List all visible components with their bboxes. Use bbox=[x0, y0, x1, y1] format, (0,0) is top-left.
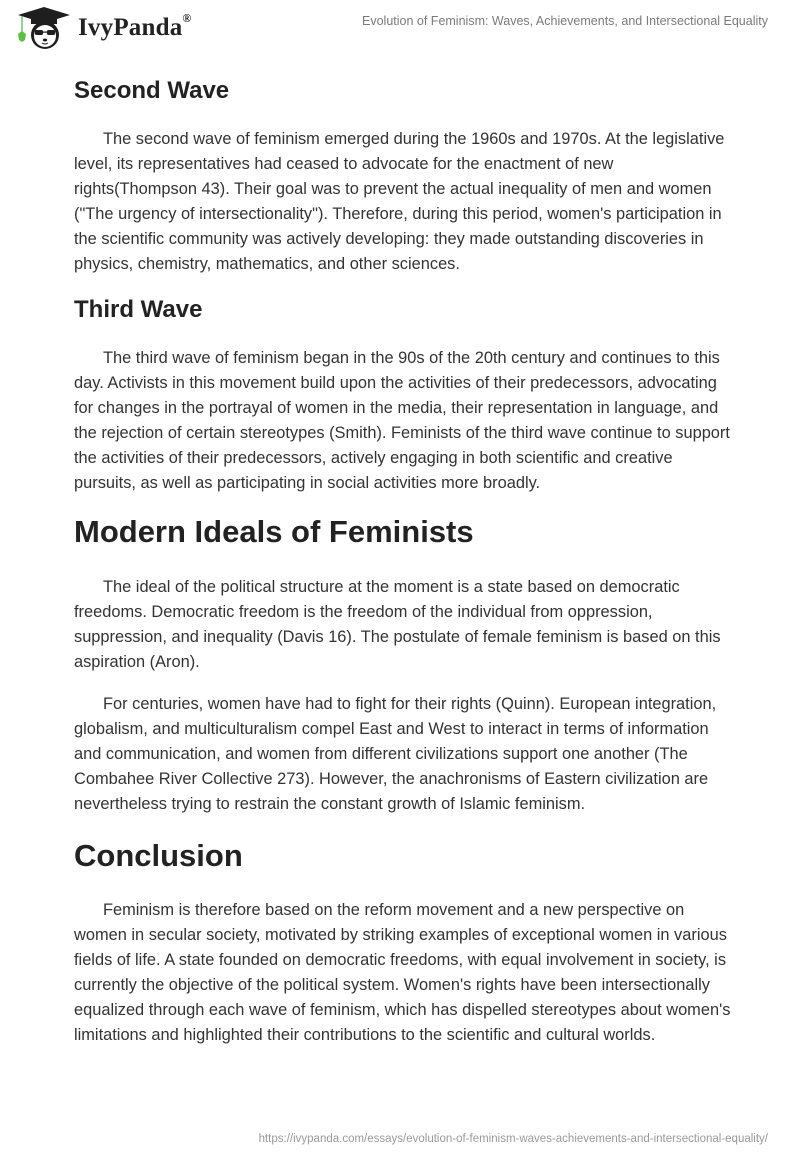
paragraph: The second wave of feminism emerged during the 1960s and 1970s. At the legislative level, its representatives had ceased to advocate for the enactment of new rights(Thompson 43). Their goal was to prevent the actual inequality of men and women ("The urgency of intersectionality"). Therefore, during this period, women's participation in the scientific community was actively developing: they made outstanding discoveries in physics, chemistry, mathematics, and other sciences. bbox=[74, 130, 725, 273]
source-url-link[interactable]: https://ivypanda.com/essays/evolution-of-feminism-waves-achievements-and-intersectional-equality/ bbox=[258, 1133, 768, 1145]
brand-name: IvyPanda® bbox=[78, 10, 192, 41]
panda-graduate-icon bbox=[16, 6, 72, 50]
paragraph: The ideal of the political structure at the moment is a state based on democratic freedoms. Democratic freedom is the freedom of the individual from oppression, suppression, and inequality (Davis 16). The postulate of female feminism is based on this aspiration (Aron). bbox=[74, 578, 721, 671]
section-heading-conclusion: Conclusion bbox=[74, 838, 243, 873]
paragraph: Feminism is therefore based on the reform movement and a new perspective on women in secular society, motivated by striking examples of exceptional women in various fields of life. A state founded on democratic freedoms, with equal involvement in society, is currently the objective of the political system. Women's rights have been intersectionally equalized through each wave of feminism, which has dispelled stereotypes about women's limitations and highlighted their contributions to the scientific and cultural worlds. bbox=[74, 901, 731, 1044]
page-header bbox=[0, 0, 800, 58]
ivypanda-logo[interactable] bbox=[16, 6, 192, 50]
paragraph: For centuries, women have had to fight for their rights (Quinn). European integration, globalism, and multiculturalism compel East and West to interact in terms of information and communication, and women from different civilizations support one another (The Combahee River Collective 273). However, the anachronisms of Eastern civilization are nevertheless trying to restrain the constant growth of Islamic feminism. bbox=[74, 695, 717, 813]
essay-content bbox=[74, 72, 734, 1048]
section-heading-modern-ideals: Modern Ideals of Feminists bbox=[74, 514, 474, 549]
section-heading-second-wave: Second Wave bbox=[74, 77, 230, 104]
section-heading-third-wave: Third Wave bbox=[74, 296, 203, 323]
document-title: Evolution of Feminism: Waves, Achievements, and Intersectional Equality bbox=[362, 14, 768, 28]
paragraph: The third wave of feminism began in the 90s of the 20th century and continues to this day. Activists in this movement build upon the activities of their predecessors, advocating for changes in the portrayal of women in the media, their representation in language, and the rejection of certain stereotypes (Smith). Feminists of the third wave continue to support the activities of their predecessors, actively engaging in both scientific and creative pursuits, as well as participating in social activities more broadly. bbox=[74, 349, 730, 492]
